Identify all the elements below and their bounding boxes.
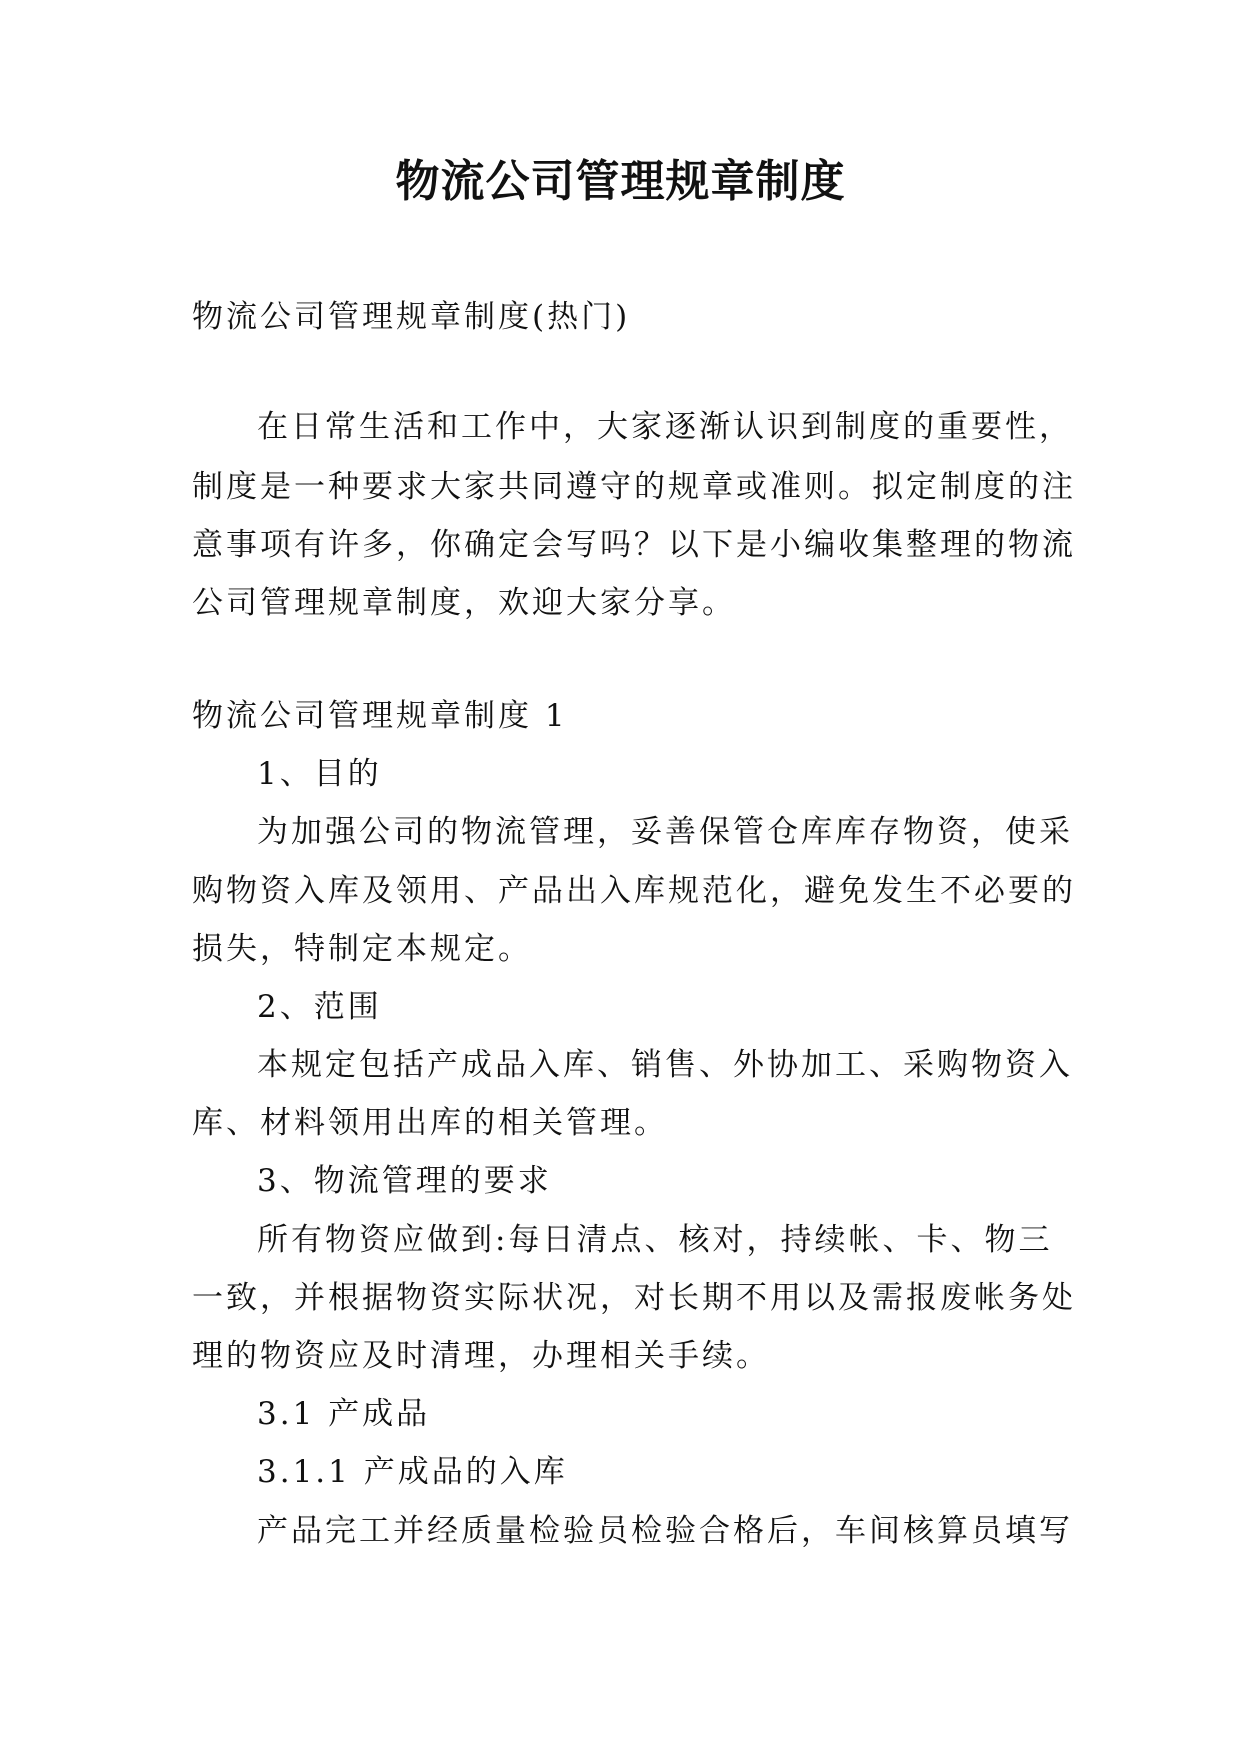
purpose-line: 损失，特制定本规定。 [192, 931, 532, 967]
requirement-line: 一致，并根据物资实际状况，对长期不用以及需报废帐务处 [192, 1280, 1076, 1316]
scope-line: 库、材料领用出库的相关管理。 [192, 1105, 668, 1141]
section-title: 物流公司管理规章制度 1 [192, 698, 568, 734]
document-title: 物流公司管理规章制度 [395, 156, 846, 207]
requirement-line: 理的物资应及时清理，办理相关手续。 [192, 1338, 770, 1374]
document-subtitle: 物流公司管理规章制度(热门) [192, 299, 631, 335]
purpose-line: 为加强公司的物流管理，妥善保管仓库库存物资，使采 [257, 814, 1073, 850]
heading-finished-products-storage: 3.1.1 产成品的入库 [257, 1454, 568, 1490]
scope-line: 本规定包括产成品入库、销售、外协加工、采购物资入 [257, 1047, 1073, 1083]
heading-purpose: 1、目的 [257, 756, 382, 792]
intro-line: 在日常生活和工作中，大家逐渐认识到制度的重要性， [257, 409, 1073, 445]
heading-requirements: 3、物流管理的要求 [257, 1163, 552, 1199]
requirement-line: 所有物资应做到:每日清点、核对，持续帐、卡、物三 [257, 1222, 1053, 1258]
heading-finished-products: 3.1 产成品 [257, 1396, 431, 1432]
body-line: 产品完工并经质量检验员检验合格后，车间核算员填写 [257, 1513, 1073, 1549]
purpose-line: 购物资入库及领用、产品出入库规范化，避免发生不必要的 [192, 873, 1076, 909]
intro-line: 公司管理规章制度，欢迎大家分享。 [192, 585, 736, 621]
intro-line: 意事项有许多，你确定会写吗？以下是小编收集整理的物流 [192, 527, 1076, 563]
intro-line: 制度是一种要求大家共同遵守的规章或准则。拟定制度的注 [192, 469, 1076, 505]
heading-scope: 2、范围 [257, 989, 382, 1025]
